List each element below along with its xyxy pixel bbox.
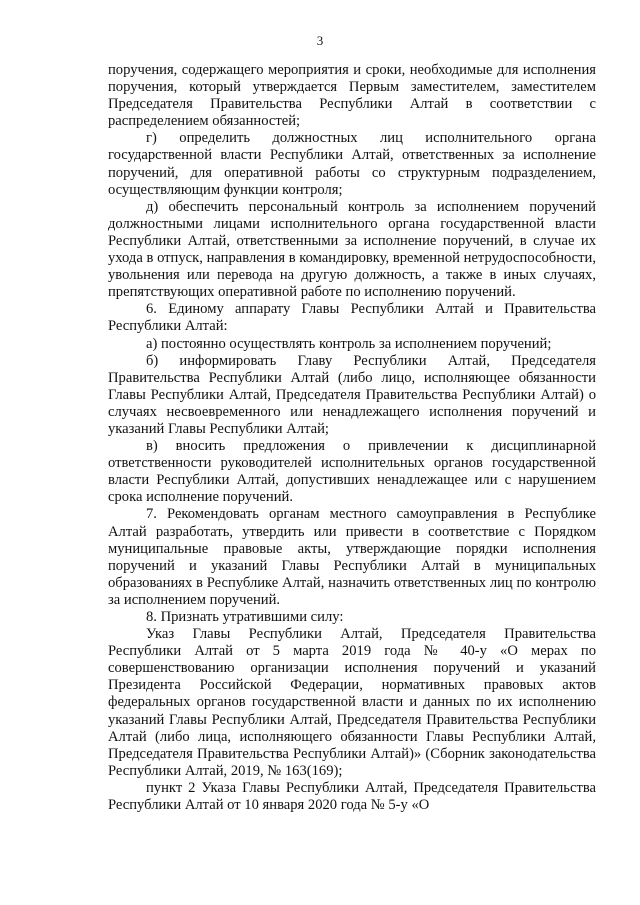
- paragraph-item-b: б) информировать Главу Республики Алтай, Председателя Правительства Республики Алтай (либо лицо, исполняющее обязанности Главы Республики Алтай, Председателя Правительства Республики Алтай) о случаях несвоевременного или ненадлежащего исполнения поручений и указаний Главы Республики Алтай;: [108, 352, 596, 437]
- document-body: [108, 62, 596, 814]
- paragraph-repealed-clause: пункт 2 Указа Главы Республики Алтай, Председателя Правительства Республики Алтай от 10 января 2020 года № 5-у «О: [108, 779, 596, 814]
- paragraph-item-v: в) вносить предложения о привлечении к дисциплинарной ответственности руководителей исполнительных органов государственной власти Республики Алтай, допустивших ненадлежащее или с нарушением срока исполнение поручений.: [108, 438, 596, 506]
- paragraph-item-a: а) постоянно осуществлять контроль за исполнением поручений;: [146, 335, 552, 352]
- paragraph-item-g: г) определить должностных лиц исполнительного органа государственной власти Республики Алтай, ответственных за исполнение поручений, для оперативной работы со структурным подразделением, осуществляющим функции контроля;: [108, 130, 596, 198]
- paragraph-section-6: 6. Единому аппарату Главы Республики Алтай и Правительства Республики Алтай:: [108, 301, 596, 335]
- paragraph-section-7: 7. Рекомендовать органам местного самоуправления в Республике Алтай разработать, утвердить или привести в соответствие с Порядком муниципальные правовые акты, утверждающие порядки исполнения поручений и указаний Главы Республики Алтай в муниципальных образованиях в Республике Алтай, назначить ответственных лиц по контролю за исполнением поручений.: [108, 506, 596, 608]
- paragraph-continuation: поручения, содержащего мероприятия и сроки, необходимые для исполнения поручения, который утверждается Первым заместителем, заместителем Председателя Правительства Республики Алтай в соответствии с распределением обязанностей;: [108, 62, 596, 130]
- page-number: 3: [316, 33, 324, 48]
- paragraph-repealed-decree: Указ Главы Республики Алтай, Председателя Правительства Республики Алтай от 5 марта 2019 года № 40-у «О мерах по совершенствованию организации исполнения поручений и указаний Президента Российской Федерации, нормативных правовых актов федеральных органов государственной власти и данных по их исполнению указаний Главы Республики Алтай, Председателя Правительства Республики Алтай (либо лица, исполняющего обязанности Главы Республики Алтай, Председателя Правительства Республики Алтай)» (Сборник законодательства Республики Алтай, 2019, № 163(169);: [108, 626, 596, 779]
- paragraph-item-d: д) обеспечить персональный контроль за исполнением поручений должностными лицами исполнительного органа государственной власти Республики Алтай, ответственными за исполнение поручений, в случае их ухода в отпуск, направления в командировку, временной нетрудоспособности, увольнения или перевода на другую должность, а также в иных случаях, препятствующих оперативной работе по исполнению поручений.: [108, 198, 596, 301]
- paragraph-section-8: 8. Признать утратившими силу:: [146, 609, 344, 625]
